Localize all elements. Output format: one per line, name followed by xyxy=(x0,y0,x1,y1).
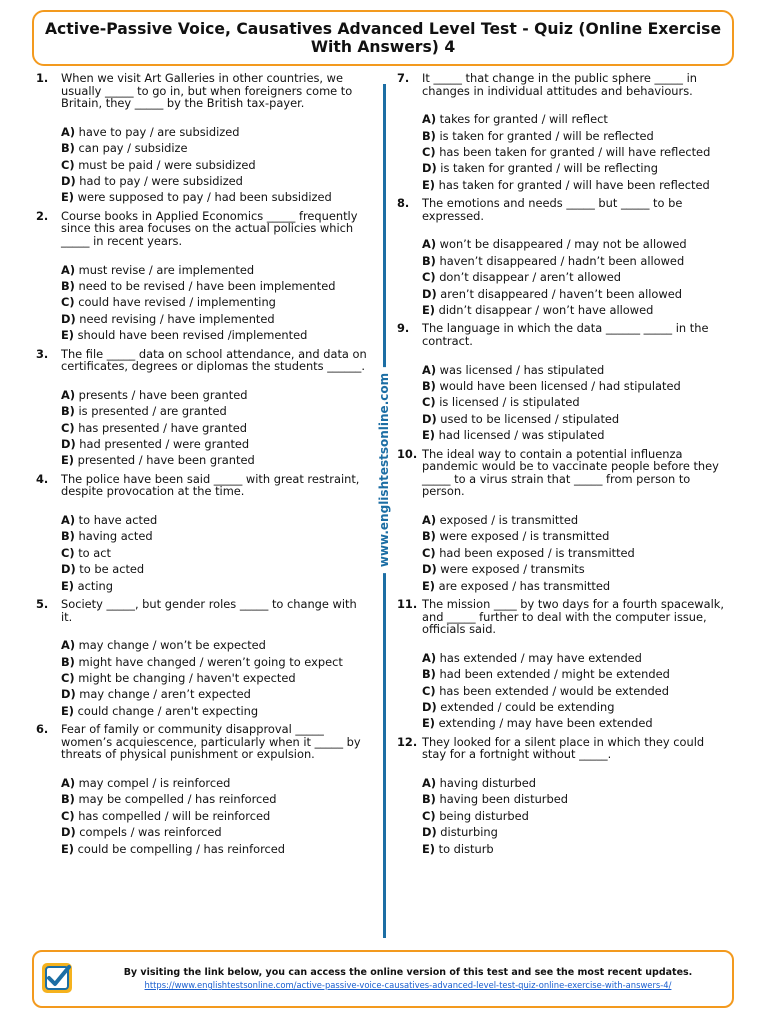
footer-box xyxy=(32,950,734,1008)
answer-option xyxy=(61,654,376,670)
option-letter: A) xyxy=(61,638,76,653)
answer-option xyxy=(422,699,737,715)
answer-option xyxy=(422,302,737,318)
question-stem xyxy=(36,210,376,248)
answer-options xyxy=(397,111,737,193)
question-number: 11. xyxy=(397,597,418,612)
answer-option xyxy=(61,173,376,189)
option-text: has presented / have granted xyxy=(78,420,247,435)
question-item xyxy=(36,210,376,344)
option-letter: B) xyxy=(422,379,436,394)
question-stem xyxy=(397,322,737,347)
answer-options xyxy=(36,512,376,594)
option-text: is presented / are granted xyxy=(78,404,227,419)
option-text: is taken for granted / will be reflecting xyxy=(440,161,658,176)
option-text: used to be licensed / stipulated xyxy=(440,411,620,426)
question-text xyxy=(61,72,376,110)
answer-option xyxy=(422,427,737,443)
answer-options xyxy=(36,637,376,719)
question-text-line: Society _____, but gender roles _____ to change with xyxy=(61,597,357,612)
answer-options xyxy=(397,512,737,594)
option-letter: A) xyxy=(422,513,437,528)
question-item xyxy=(397,197,737,318)
question-number: 3. xyxy=(36,346,49,361)
option-text: presents / have been granted xyxy=(78,387,248,402)
answer-option xyxy=(422,715,737,731)
option-text: were exposed / transmits xyxy=(440,562,585,577)
question-text-line: They looked for a silent place in which they could xyxy=(422,734,705,749)
answer-option xyxy=(61,824,376,840)
question-text-line: contract. xyxy=(422,334,473,349)
answer-option xyxy=(61,808,376,824)
option-text: to disturb xyxy=(438,841,494,856)
questions-right-column xyxy=(397,72,737,861)
question-text xyxy=(61,473,376,498)
question-stem xyxy=(397,598,737,636)
option-letter: C) xyxy=(61,157,75,172)
answer-option xyxy=(422,111,737,127)
option-letter: E) xyxy=(61,703,74,718)
answer-option xyxy=(61,578,376,594)
option-text: need revising / have implemented xyxy=(79,311,275,326)
option-letter: A) xyxy=(61,513,76,528)
answer-option xyxy=(61,791,376,807)
question-item xyxy=(397,598,737,732)
answer-option xyxy=(61,278,376,294)
option-text: is licensed / is stipulated xyxy=(439,395,580,410)
answer-option xyxy=(61,561,376,577)
option-letter: E) xyxy=(422,428,435,443)
option-letter: E) xyxy=(422,303,435,318)
option-text: may compel / is reinforced xyxy=(78,776,231,791)
question-number: 9. xyxy=(397,321,410,336)
question-item xyxy=(397,448,737,594)
answer-option xyxy=(61,512,376,528)
question-text-line: Britain, they _____ by the British tax-payer. xyxy=(61,96,305,111)
question-item xyxy=(397,72,737,193)
option-text: having disturbed xyxy=(439,776,536,791)
question-item xyxy=(397,736,737,857)
footer-message: By visiting the link below, you can access the online version of this test and see the most recent updates. xyxy=(123,967,693,978)
answer-option xyxy=(61,436,376,452)
option-text: can pay / subsidize xyxy=(78,141,188,156)
option-letter: D) xyxy=(422,700,437,715)
option-text: having acted xyxy=(78,529,153,544)
answer-option xyxy=(61,124,376,140)
option-letter: D) xyxy=(422,411,437,426)
answer-option xyxy=(61,841,376,857)
option-letter: D) xyxy=(422,161,437,176)
option-letter: A) xyxy=(61,776,76,791)
option-text: has compelled / will be reinforced xyxy=(78,808,271,823)
option-text: to be acted xyxy=(79,562,145,577)
option-text: to have acted xyxy=(78,513,158,528)
option-text: must revise / are implemented xyxy=(78,262,255,277)
option-text: had been exposed / is transmitted xyxy=(439,545,635,560)
option-letter: A) xyxy=(422,112,437,127)
option-text: could have revised / implementing xyxy=(78,295,276,310)
question-number: 5. xyxy=(36,597,49,612)
question-text-line: When we visit Art Galleries in other countries, we xyxy=(61,71,343,85)
option-text: acting xyxy=(77,578,113,593)
option-letter: D) xyxy=(61,687,76,702)
option-text: aren’t disappeared / haven’t been allowed xyxy=(440,286,682,301)
answer-option xyxy=(422,578,737,594)
question-text-line: The mission ____ by two days for a fourth spacewalk, xyxy=(422,597,724,612)
question-text-line: The ideal way to contain a potential influenza xyxy=(422,446,683,461)
answer-option xyxy=(61,452,376,468)
question-number: 10. xyxy=(397,446,418,461)
question-stem xyxy=(36,598,376,623)
option-text: might have changed / weren’t going to expect xyxy=(78,654,343,669)
option-text: disturbing xyxy=(440,825,498,840)
option-letter: B) xyxy=(61,141,75,156)
footer-link[interactable]: https://www.englishtestsonline.com/active-passive-voice-causatives-advanced-level-test-quiz-online-exercise-with-answers-4/ xyxy=(144,980,672,990)
question-text-line: certificates, degrees or diplomas the students ______. xyxy=(61,359,365,374)
option-letter: C) xyxy=(61,671,75,686)
answer-option xyxy=(422,528,737,544)
option-text: has extended / may have extended xyxy=(439,650,642,665)
question-text-line: despite provocation at the time. xyxy=(61,484,245,499)
answer-option xyxy=(61,387,376,403)
option-text: extending / may have been extended xyxy=(438,716,653,731)
option-letter: E) xyxy=(61,578,74,593)
question-stem xyxy=(397,197,737,222)
answer-option xyxy=(422,160,737,176)
question-number: 12. xyxy=(397,734,418,749)
answer-options xyxy=(397,236,737,318)
option-letter: D) xyxy=(61,311,76,326)
option-text: extended / could be extending xyxy=(440,700,615,715)
question-item xyxy=(36,473,376,594)
option-text: presented / have been granted xyxy=(77,453,255,468)
question-text-line: It _____ that change in the public sphere _____ in xyxy=(422,71,697,85)
answer-option xyxy=(422,775,737,791)
question-number: 7. xyxy=(397,71,410,85)
answer-option xyxy=(422,824,737,840)
option-letter: E) xyxy=(422,177,435,192)
answer-options xyxy=(36,124,376,206)
answer-option xyxy=(61,311,376,327)
question-text-line: The file _____ data on school attendance, and data on xyxy=(61,346,367,361)
option-letter: E) xyxy=(61,841,74,856)
question-number: 8. xyxy=(397,196,410,211)
option-letter: E) xyxy=(422,578,435,593)
answer-option xyxy=(61,670,376,686)
option-letter: E) xyxy=(422,716,435,731)
option-letter: D) xyxy=(61,562,76,577)
option-text: don’t disappear / aren’t allowed xyxy=(439,270,622,285)
answer-option xyxy=(422,808,737,824)
option-text: should have been revised /implemented xyxy=(77,328,308,343)
question-number: 4. xyxy=(36,471,49,486)
option-letter: D) xyxy=(422,825,437,840)
answer-options xyxy=(397,650,737,732)
question-text-line: threats of physical punishment or expulsion. xyxy=(61,747,315,762)
answer-options xyxy=(36,262,376,344)
option-letter: B) xyxy=(61,404,75,419)
option-text: didn’t disappear / won’t have allowed xyxy=(438,303,654,318)
answer-option xyxy=(61,157,376,173)
answer-option xyxy=(61,403,376,419)
question-text-line: stay for a fortnight without _____. xyxy=(422,747,612,762)
option-letter: D) xyxy=(422,286,437,301)
option-letter: C) xyxy=(422,683,436,698)
answer-option xyxy=(61,420,376,436)
question-text-line: The emotions and needs _____ but _____ to be xyxy=(422,196,683,211)
question-item xyxy=(36,72,376,206)
answer-option xyxy=(422,841,737,857)
question-number: 6. xyxy=(36,722,49,737)
question-text-line: since this area focuses on the actual policies which xyxy=(61,221,354,236)
question-number: 2. xyxy=(36,208,49,223)
answer-options xyxy=(397,775,737,857)
option-text: could be compelling / has reinforced xyxy=(77,841,286,856)
option-text: being disturbed xyxy=(439,808,529,823)
question-text-line: The police have been said _____ with great restraint, xyxy=(61,471,360,486)
option-letter: C) xyxy=(422,270,436,285)
option-text: had to pay / were subsidized xyxy=(79,174,243,188)
option-letter: B) xyxy=(61,654,75,669)
question-text-line: usually _____ to go in, but when foreigners come to xyxy=(61,83,353,98)
answer-option xyxy=(422,362,737,378)
question-item xyxy=(397,322,737,443)
option-text: has been taken for granted / will have reflected xyxy=(439,145,711,159)
option-letter: D) xyxy=(422,562,437,577)
page-title-box xyxy=(32,10,734,66)
question-text-line: changes in individual attitudes and behaviours. xyxy=(422,83,693,98)
answer-option xyxy=(422,650,737,666)
option-letter: B) xyxy=(61,279,75,293)
question-text-line: expressed. xyxy=(422,208,484,223)
option-letter: C) xyxy=(422,395,436,410)
question-text-line: officials said. xyxy=(422,622,497,637)
answer-option xyxy=(61,528,376,544)
question-text xyxy=(422,598,737,636)
option-text: had licensed / was stipulated xyxy=(438,428,605,443)
question-text xyxy=(422,736,737,761)
option-text: to act xyxy=(78,545,111,560)
answer-option xyxy=(61,775,376,791)
option-letter: C) xyxy=(61,295,75,310)
question-text-line: it. xyxy=(61,609,73,624)
question-text xyxy=(422,197,737,222)
option-text: could change / aren't expecting xyxy=(77,703,259,718)
option-text: had been extended / might be extended xyxy=(439,667,670,682)
option-letter: B) xyxy=(422,792,436,807)
answer-option xyxy=(422,128,737,144)
option-letter: B) xyxy=(422,667,436,682)
answer-option xyxy=(61,686,376,702)
question-text-line: Course books in Applied Economics _____ frequently xyxy=(61,208,358,223)
question-text xyxy=(61,598,376,623)
option-text: were supposed to pay / had been subsidized xyxy=(77,190,332,205)
question-item xyxy=(36,348,376,469)
question-stem xyxy=(397,736,737,761)
answer-option xyxy=(422,683,737,699)
question-stem xyxy=(36,723,376,761)
answer-options xyxy=(397,362,737,444)
question-text xyxy=(422,322,737,347)
question-text-line: _____ in recent years. xyxy=(61,234,183,248)
option-letter: E) xyxy=(422,841,435,856)
option-letter: D) xyxy=(61,825,76,840)
option-text: won’t be disappeared / may not be allowed xyxy=(439,237,687,252)
question-text-line: and _____ further to deal with the computer issue, xyxy=(422,609,707,624)
question-text-line: women’s acquiescence, particularly when it _____ by xyxy=(61,734,361,749)
answer-option xyxy=(61,327,376,343)
answer-option xyxy=(422,545,737,561)
answer-option xyxy=(422,144,737,160)
option-letter: C) xyxy=(61,420,75,435)
question-number: 1. xyxy=(36,71,49,85)
answer-option xyxy=(422,394,737,410)
option-letter: D) xyxy=(61,174,76,188)
answer-option xyxy=(422,253,737,269)
option-text: having been disturbed xyxy=(439,792,568,807)
question-stem xyxy=(36,348,376,373)
option-letter: A) xyxy=(422,237,437,252)
question-text-line: _____ to a virus strain that _____ from person to xyxy=(422,471,691,486)
option-letter: C) xyxy=(61,808,75,823)
option-text: must be paid / were subsidized xyxy=(78,157,256,172)
answer-option xyxy=(422,236,737,252)
option-letter: B) xyxy=(422,253,436,268)
option-letter: C) xyxy=(61,545,75,560)
option-letter: A) xyxy=(422,362,437,377)
option-text: need to be revised / have been implemented xyxy=(78,279,336,293)
questions-left-column xyxy=(36,72,376,861)
question-stem xyxy=(397,448,737,498)
option-letter: B) xyxy=(61,792,75,807)
answer-option xyxy=(422,286,737,302)
option-text: haven’t disappeared / hadn’t been allowed xyxy=(439,253,685,268)
option-text: have to pay / are subsidized xyxy=(78,124,240,139)
answer-option xyxy=(61,262,376,278)
question-stem xyxy=(36,72,376,110)
answer-option xyxy=(61,189,376,205)
option-letter: B) xyxy=(422,128,436,143)
option-letter: C) xyxy=(422,808,436,823)
answer-option xyxy=(422,378,737,394)
option-letter: D) xyxy=(61,437,76,452)
option-letter: B) xyxy=(61,529,75,544)
option-letter: E) xyxy=(61,190,74,205)
option-text: may change / won’t be expected xyxy=(78,638,266,653)
answer-option xyxy=(422,791,737,807)
option-letter: A) xyxy=(422,650,437,665)
option-letter: A) xyxy=(61,387,76,402)
question-text xyxy=(422,448,737,498)
question-text-line: The language in which the data ______ _____ in the xyxy=(422,321,709,336)
option-letter: C) xyxy=(422,545,436,560)
answer-option xyxy=(61,140,376,156)
question-stem xyxy=(397,72,737,97)
question-text xyxy=(61,348,376,373)
option-text: are exposed / has transmitted xyxy=(438,578,611,593)
option-text: was licensed / has stipulated xyxy=(439,362,605,377)
question-text-line: Fear of family or community disapproval _____ xyxy=(61,722,324,737)
answer-option xyxy=(422,561,737,577)
answer-option xyxy=(61,703,376,719)
option-text: might be changing / haven't expected xyxy=(78,671,296,686)
answer-option xyxy=(422,512,737,528)
option-letter: E) xyxy=(61,328,74,343)
option-text: may change / aren’t expected xyxy=(79,687,251,702)
question-stem xyxy=(36,473,376,498)
option-letter: A) xyxy=(61,262,76,277)
question-text xyxy=(61,723,376,761)
answer-option xyxy=(422,269,737,285)
option-letter: E) xyxy=(61,453,74,468)
answer-option xyxy=(61,545,376,561)
option-text: has taken for granted / will have been reflected xyxy=(438,177,710,192)
answer-option xyxy=(422,411,737,427)
question-item xyxy=(36,723,376,857)
answer-option xyxy=(61,294,376,310)
answer-option xyxy=(422,666,737,682)
option-text: may be compelled / has reinforced xyxy=(78,792,277,807)
question-text xyxy=(61,210,376,248)
option-text: takes for granted / will reflect xyxy=(439,112,608,127)
page-title-line-2: With Answers) 4 xyxy=(310,38,456,56)
option-letter: A) xyxy=(422,776,437,791)
option-text: is taken for granted / will be reflected xyxy=(439,128,654,143)
answer-options xyxy=(36,775,376,857)
option-text: would have been licensed / had stipulated xyxy=(439,379,681,394)
option-text: had presented / were granted xyxy=(79,437,250,452)
option-text: has been extended / would be extended xyxy=(439,683,669,698)
question-item xyxy=(36,598,376,719)
answer-option xyxy=(61,637,376,653)
side-website-label: www.englishtestsonline.com xyxy=(377,367,391,573)
option-text: compels / was reinforced xyxy=(79,825,222,840)
question-text-line: pandemic would be to vaccinate people before they xyxy=(422,459,719,474)
question-text xyxy=(422,72,737,97)
question-text-line: person. xyxy=(422,484,465,499)
option-text: were exposed / is transmitted xyxy=(439,529,610,544)
option-letter: C) xyxy=(422,145,436,159)
option-letter: B) xyxy=(422,529,436,544)
answer-options xyxy=(36,387,376,469)
option-text: exposed / is transmitted xyxy=(439,513,579,528)
page-title-line-1: Active-Passive Voice, Causatives Advanced Level Test - Quiz (Online Exercise xyxy=(44,20,722,38)
checkbox-check-icon xyxy=(40,961,74,995)
answer-option xyxy=(422,177,737,193)
option-letter: A) xyxy=(61,124,76,139)
